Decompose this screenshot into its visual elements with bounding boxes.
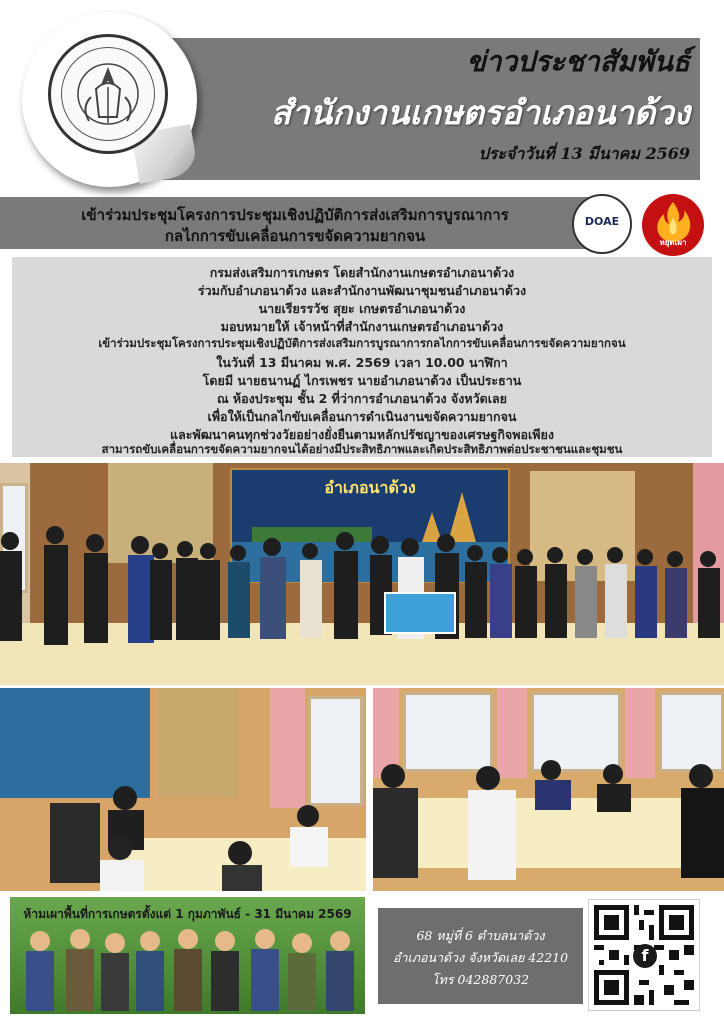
no-burning-text: ห้ามเผาพื้นที่การเกษตรตั้งแต่ 1 กุมภาพันธ์ - 31 มีนาคม 2569 <box>23 907 352 921</box>
doae-seal-logo <box>48 34 168 154</box>
attendees-icon <box>0 688 366 891</box>
district-banner-text: อำเภอนาด้วง <box>324 478 416 497</box>
facebook-icon: f <box>633 944 657 968</box>
doae-logo <box>572 194 632 254</box>
doae-logo-text: DOAE <box>584 215 620 228</box>
body-line: โดยมี นายธนานฏ์ ไกรเพชร นายอำเภอนาด้วง เป็นประธาน <box>202 373 522 388</box>
body-line: เข้าร่วมประชุมโครงการประชุมเชิงปฏิบัติการส่งเสริมการบูรณาการกลไกการขับเคลื่อนการขจัดความยากจน <box>98 336 626 350</box>
subject-line2: กลไกการขับเคลื่อนการขจัดความยากจน <box>164 227 426 245</box>
address-line1: 68 หมู่ที่ 6 ตำบลนาด้วง <box>416 928 545 943</box>
facebook-qr-code[interactable] <box>588 899 700 1011</box>
header-title-line1: ข่าวประชาสัมพันธ์ <box>466 45 690 78</box>
meeting-photo-right <box>373 688 724 891</box>
stop-burning-text: หยุดเผา <box>659 238 687 247</box>
body-line: มอบหมายให้ เจ้าหน้าที่สำนักงานเกษตรอำเภอนาด้วง <box>220 319 504 334</box>
contact-band <box>378 908 583 1004</box>
meeting-photo-left <box>0 688 366 891</box>
attendees-icon <box>373 688 724 891</box>
stop-burning-logo <box>642 194 704 256</box>
phone-line: โทร 042887032 <box>431 972 530 987</box>
body-text-panel <box>12 257 712 457</box>
body-line: ในวันที่ 13 มีนาคม พ.ศ. 2569 เวลา 10.00 นาฬิกา <box>216 355 508 370</box>
subject-band <box>0 197 590 249</box>
seal-emblem-icon <box>51 37 165 151</box>
body-line: นายเรียรรวัช สุยะ เกษตรอำเภอนาด้วง <box>258 301 466 316</box>
body-line: และพัฒนาคนทุกช่วงวัยอย่างยั่งยืนตามหลักปรัชญาของเศรษฐกิจพอเพียง <box>170 427 554 442</box>
header-title-line2: สำนักงานเกษตรอำเภอนาด้วง <box>271 93 690 132</box>
body-line: ณ ห้องประชุม ชั้น 2 ที่ว่าการอำเภอนาด้วง จังหวัดเลย <box>216 391 507 406</box>
body-line: สามารถขับเคลื่อนการขจัดความยากจนได้อย่างมีประสิทธิภาพและเกิดประสิทธิภาพต่อประชาชนและชุมชน <box>101 442 623 456</box>
body-line: ร่วมกับอำเภอนาด้วง และสำนักงานพัฒนาชุมชนอำเภอนาด้วง <box>197 283 527 298</box>
group-photo <box>0 463 724 685</box>
body-line: กรมส่งเสริมการเกษตร โดยสำนักงานเกษตรอำเภอนาด้วง <box>209 265 515 280</box>
body-line: เพื่อให้เป็นกลไกขับเคลื่อนการดำเนินงานขจัดความยากจน <box>207 409 517 424</box>
subject-line1: เข้าร่วมประชุมโครงการประชุมเชิงปฏิบัติการส่งเสริมการบูรณาการ <box>81 206 509 224</box>
no-burning-banner <box>10 897 365 1014</box>
officers-illustration-icon <box>10 921 365 1014</box>
address-line2: อำเภอนาด้วง จังหวัดเลย 42210 <box>392 950 569 965</box>
group-people-icon <box>0 463 724 685</box>
header-date: ประจำวันที่ 13 มีนาคม 2569 <box>478 144 690 163</box>
